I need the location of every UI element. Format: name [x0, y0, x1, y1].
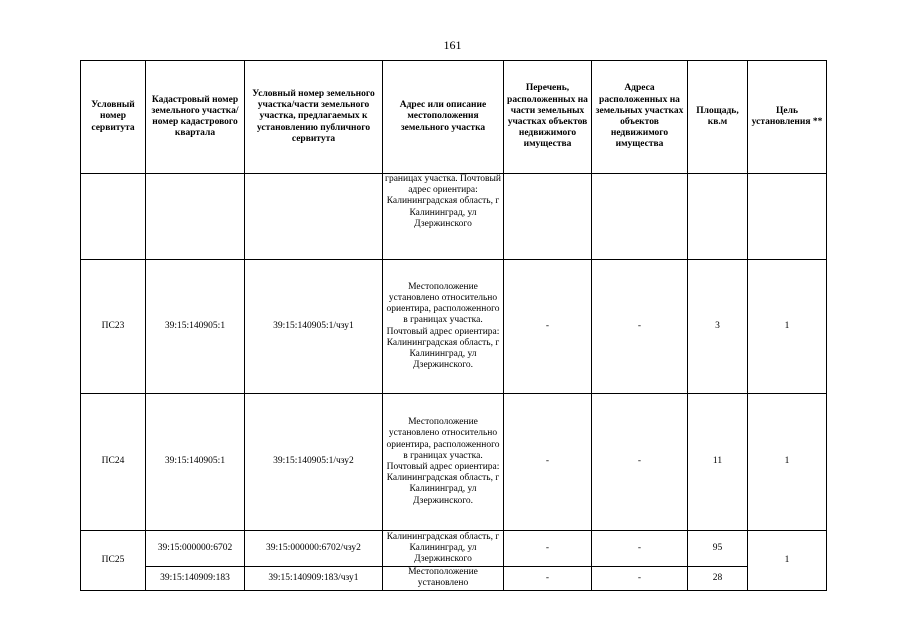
header-row [81, 61, 827, 174]
table-row [81, 394, 827, 531]
table-row [81, 567, 827, 591]
header-address: Адрес или описание местоположения земельного участка [383, 61, 504, 174]
cadastral-number-cell: 39:15:140905:1 [146, 394, 245, 531]
address-cell: Местоположение установлено относительно ориентира, расположенного в границах участка. Почтовый адрес ориентира: Калининградская область, г Калининград, ул Дзержинского. [383, 260, 504, 394]
cadastral-number-cell: 39:15:140905:1 [146, 260, 245, 394]
servitude-number-cell: ПС25 [81, 531, 146, 591]
area-cell: 3 [688, 260, 748, 394]
address-cell: Калининградская область, г Калининград, ул Дзержинского [383, 531, 504, 567]
object-addresses-cell: - [592, 394, 688, 531]
servitude-number-cell: ПС23 [81, 260, 146, 394]
table-row-continuation [81, 174, 827, 260]
table-cell [245, 174, 383, 260]
object-addresses-cell: - [592, 531, 688, 567]
table-row [81, 531, 827, 567]
header-objects-list: Перечень, расположенных на части земельных участках объектов недвижимого имущества [504, 61, 592, 174]
table-cell [592, 174, 688, 260]
part-number-cell: 39:15:140909:183/чзу1 [245, 567, 383, 591]
object-addresses-cell: - [592, 260, 688, 394]
area-cell: 95 [688, 531, 748, 567]
objects-cell: - [504, 260, 592, 394]
objects-cell: - [504, 567, 592, 591]
purpose-cell: 1 [748, 260, 827, 394]
objects-cell: - [504, 394, 592, 531]
object-addresses-cell: - [592, 567, 688, 591]
objects-cell: - [504, 531, 592, 567]
header-area: Площадь, кв.м [688, 61, 748, 174]
address-cell: границах участка. Почтовый адрес ориентира: Калининградская область, г Калининград, ул Дзержинского [383, 174, 504, 260]
purpose-cell: 1 [748, 394, 827, 531]
table-cell [748, 174, 827, 260]
part-number-cell: 39:15:000000:6702/чзу2 [245, 531, 383, 567]
servitude-table [80, 60, 827, 591]
cadastral-number-cell: 39:15:000000:6702 [146, 531, 245, 567]
header-conditional-part-number: Условный номер земельного участка/части земельного участка, предлагаемых к установлению публичного сервитута [245, 61, 383, 174]
address-cell: Местоположение установлено относительно ориентира, расположенного в границах участка. Почтовый адрес ориентира: Калининградская область, г Калининград, ул Дзержинского. [383, 394, 504, 531]
table-row [81, 260, 827, 394]
address-cell: Местоположение установлено [383, 567, 504, 591]
header-object-addresses: Адреса расположенных на земельных участках объектов недвижимого имущества [592, 61, 688, 174]
table-cell [688, 174, 748, 260]
purpose-cell: 1 [748, 531, 827, 591]
part-number-cell: 39:15:140905:1/чзу2 [245, 394, 383, 531]
servitude-number-cell: ПС24 [81, 394, 146, 531]
area-cell: 28 [688, 567, 748, 591]
part-number-cell: 39:15:140905:1/чзу1 [245, 260, 383, 394]
header-purpose: Цель установления ** [748, 61, 827, 174]
table-cell [146, 174, 245, 260]
header-cadastral-number: Кадастровый номер земельного участка/номер кадастрового квартала [146, 61, 245, 174]
table-cell [504, 174, 592, 260]
page-number: 161 [443, 38, 462, 52]
area-cell: 11 [688, 394, 748, 531]
table-cell [81, 174, 146, 260]
cadastral-number-cell: 39:15:140909:183 [146, 567, 245, 591]
header-servitude-number: Условный номер сервитута [81, 61, 146, 174]
